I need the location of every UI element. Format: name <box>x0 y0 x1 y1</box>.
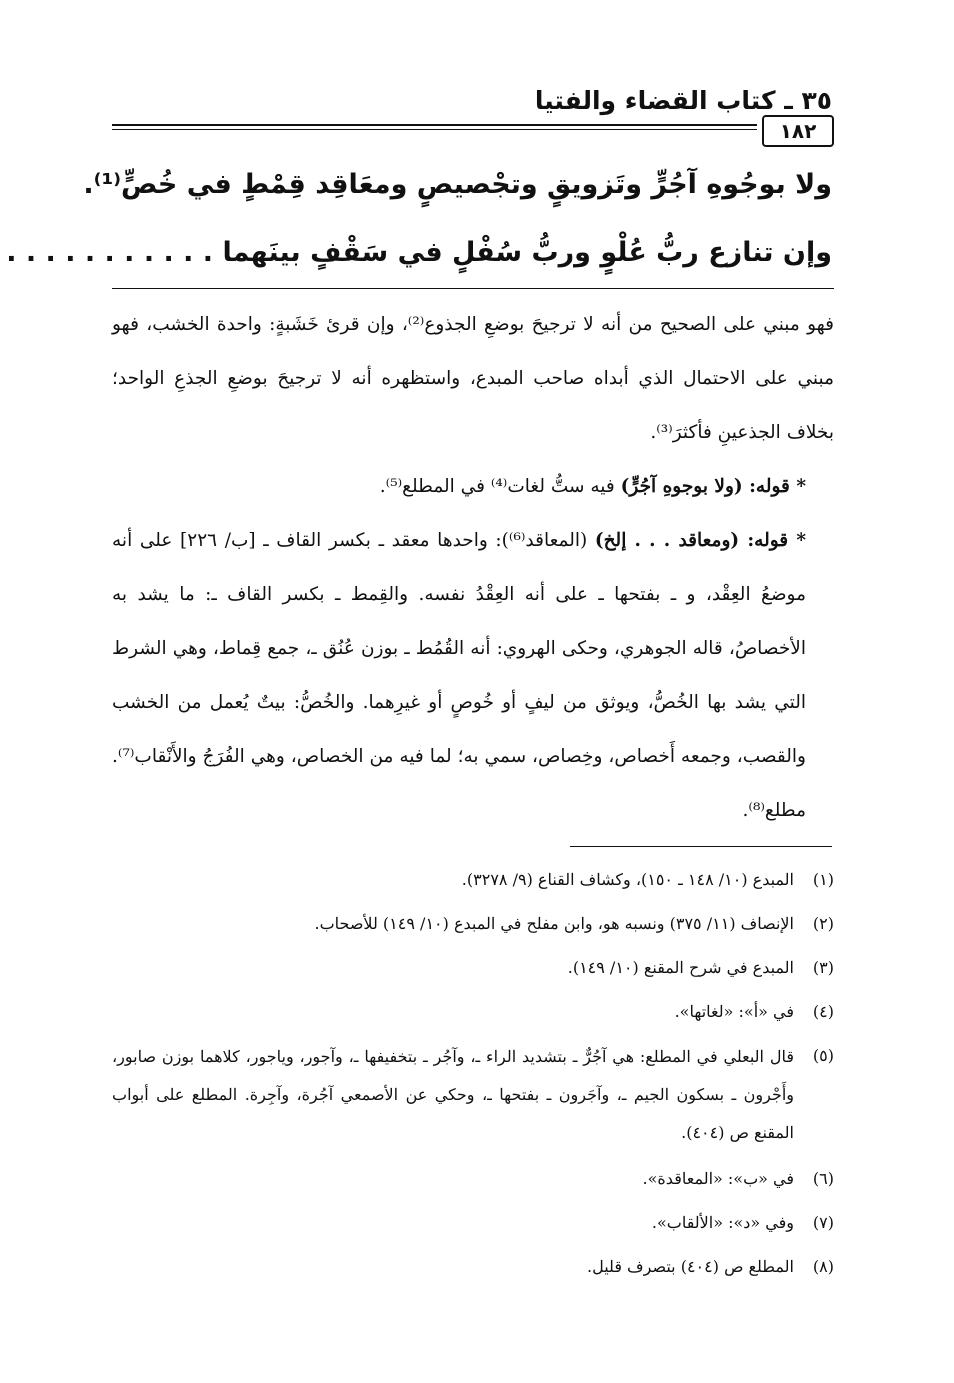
footnote-number: (٦) <box>812 1169 834 1188</box>
matn-line-1: ولا بوجُوهِ آجُرٍّ وتَزويقٍ وتجْصيصٍ ومعَاقِد قِمْطٍ في خُصٍّ⁽¹⁾. <box>83 169 832 200</box>
footnote-number: (٤) <box>812 1002 834 1021</box>
footnote <box>112 862 834 897</box>
footnote <box>112 994 834 1029</box>
page-header <box>112 86 832 146</box>
footnote-text: قال البعلي في المطلع: هي آجُرٌّ ـ بتشديد الراء ـ، وآجُر ـ بتخفيفها ـ، وآجور، وياجور، كلاهما بوزن صابور، وأَجْرون ـ بسكون الجيم ـ، وآجَرون ـ بفتحها ـ، وحكي عن الأصمعي آجُرة، وآجِرة. المطلع على أبواب المقنع ص (٤٠٤). <box>112 1047 795 1142</box>
footnote <box>112 1205 834 1240</box>
page-number: ١٨٢ <box>762 115 834 147</box>
footnote-text: في «ب»: «المعاقدة». <box>642 1169 794 1188</box>
footnote-number: (٣) <box>812 958 834 977</box>
footnote-text: المبدع في شرح المقنع (١٠/ ١٤٩). <box>567 958 794 977</box>
footnote-number: (٧) <box>812 1213 834 1232</box>
commentary-paragraph-1: فهو مبني على الصحيح من أنه لا ترجيحَ بوضعِ الجذوع⁽²⁾، وإن قرئ خَشَبةٍ: واحدة الخشب، فهو مبني على الاحتمال الذي أبداه صاحب المبدع، واستظهره أنه لا ترجيحَ بوضعِ الجذعِ الواحد؛ بخلاف الجذعينِ فأكثرَ⁽³⁾. <box>112 314 834 443</box>
footnote-text: وفي «د»: «الألقاب». <box>651 1213 794 1232</box>
header-rule-thin <box>112 129 757 130</box>
footnote-divider <box>570 846 832 847</box>
footnote <box>112 906 834 941</box>
quote-text: فيه ستُّ لغات⁽⁴⁾ في المطلع⁽⁵⁾. <box>379 476 621 497</box>
matn-line-2: وإن تنازع ربُّ عُلْوٍ وربُّ سُفْلٍ في سَقْفٍ بينَهما . . . . . . . . . . . <box>6 237 832 268</box>
footnote <box>112 1249 834 1284</box>
footnote <box>112 1038 834 1152</box>
quote-text: (المعاقد⁽⁶⁾): واحدها معقد ـ بكسر القاف ـ [ب/ ٢٢٦] على أنه موضعُ العِقْد، و ـ بفتحها ـ على أنه العِقْدُ نفسه. والقِمط ـ بكسر القاف ـ: ما يشد به الأخصاصُ، قاله الجوهري، وحكى الهروي: أنه القُمُط ـ بوزن عُنُق ـ، جمع قِماط، وهي الشرط التي يشد بها الخُصُّ، ويوثق من ليفٍ أو خُوصٍ أو غيرِهما. والخُصُّ: بيتٌ يُعمل من الخشب والقصب، وجمعه أَخصاص، وخِصاص، سمي به؛ لما فيه من الخصاص، وهي الفُرَجُ والأَنْقاب⁽⁷⁾. مطلع⁽⁸⁾. <box>112 530 806 821</box>
commentary-paragraph-3 <box>112 514 834 838</box>
footnote-text: الإنصاف (١١/ ٣٧٥) ونسبه هو، وابن مفلح في المبدع (١٠/ ١٤٩) للأصحاب. <box>314 914 794 933</box>
footnote-number: (١) <box>812 870 834 889</box>
footnote-text: في «أ»: «لغاتها». <box>674 1002 794 1021</box>
quote-label: * قوله: (ومعاقد . . . إلخ) <box>594 530 807 551</box>
footnote-number: (٥) <box>812 1046 834 1065</box>
chapter-title: ٣٥ ـ كتاب القضاء والفتيا <box>534 86 832 115</box>
matn-divider <box>112 288 834 289</box>
header-rule <box>112 124 757 126</box>
footnote <box>112 1161 834 1196</box>
footnote-text: المطلع ص (٤٠٤) بتصرف قليل. <box>586 1257 794 1276</box>
quote-label: * قوله: (ولا بوجوهِ آجُرٍّ) <box>620 476 806 497</box>
footnotes <box>112 862 834 1293</box>
footnote-number: (٨) <box>812 1257 834 1276</box>
footnote <box>112 950 834 985</box>
commentary-body <box>112 298 834 838</box>
footnote-text: المبدع (١٠/ ١٤٨ ـ ١٥٠)، وكشاف القناع (٩/ ٣٢٧٨). <box>461 870 794 889</box>
footnote-number: (٢) <box>812 914 834 933</box>
commentary-paragraph-2 <box>112 460 834 514</box>
